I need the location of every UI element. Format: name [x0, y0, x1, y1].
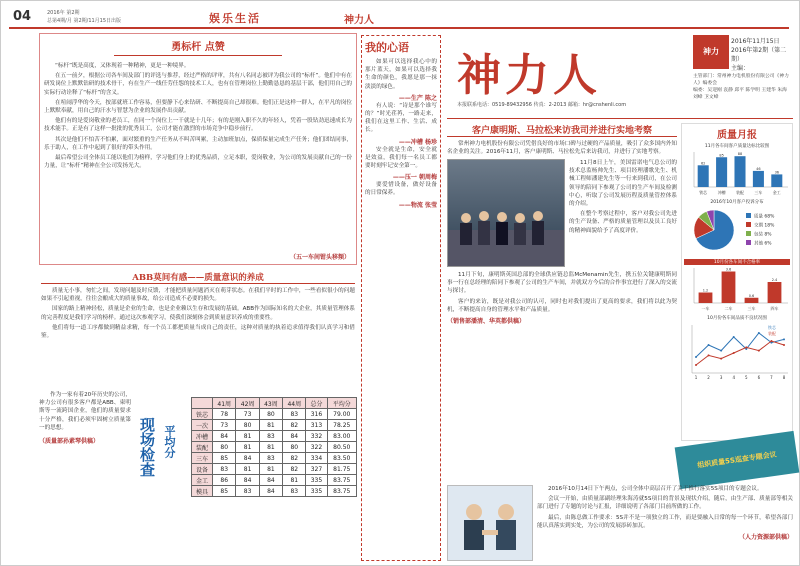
table-cell: 80.50	[327, 442, 357, 453]
chart2-title: 2016年10月客户投诉分布	[710, 200, 764, 205]
tick-label: 2	[707, 375, 710, 380]
table-cell: 83.75	[327, 486, 357, 497]
table-cell: 设备	[192, 464, 213, 475]
table-header: 42周	[236, 398, 259, 409]
table-cell: 84	[236, 475, 259, 486]
paragraph: 最后希望公司全体员工能以他们为榜样，学习他们身上的优秀品质，立足本职，爱岗敬业，为公司的发展贡献自己的一份力量，让“标杆”精神在全公司发扬光大。	[44, 155, 352, 170]
tick-label: 二车	[724, 306, 733, 311]
paragraph: 11月下旬，康明斯英国总部的全球供应链总监McMenamin先生，携五位关键康明斯同事一行在总经理的陪同下参观了公司的生产车间，并就双方今后的合作事宜进行了深入的交流与探讨。	[447, 272, 677, 295]
table-header-row	[192, 398, 357, 409]
chart-bar	[753, 171, 764, 187]
table-row	[192, 475, 357, 486]
table-cell: 322	[306, 442, 327, 453]
cummins-article	[447, 123, 677, 441]
data-label: 1.2	[702, 288, 709, 293]
table-cell: 三车	[192, 453, 213, 464]
issue-meta	[47, 9, 121, 25]
chart-bar-defect	[684, 265, 790, 311]
byline: （五一车间钳头移频）	[289, 254, 350, 261]
chart-bar	[699, 293, 713, 304]
chart-bar	[768, 282, 782, 303]
table-label-main: 现场检查	[138, 417, 156, 477]
table-cell: 73	[213, 420, 236, 431]
chart-bar-compliance	[684, 149, 790, 195]
table-row	[192, 442, 357, 453]
meeting-banner: 组织质量5S巡查专题会议	[675, 431, 800, 489]
chart-point	[758, 332, 760, 334]
chart-point	[758, 350, 760, 352]
table-cell: 313	[306, 420, 327, 431]
logo-text: 神力	[703, 47, 719, 56]
issue-info	[731, 37, 793, 73]
legend-label: 包装 8%	[754, 232, 772, 238]
table-cell: 335	[306, 475, 327, 486]
table-cell: 83.00	[327, 431, 357, 442]
chart-point	[783, 344, 785, 346]
table-header	[192, 398, 213, 409]
quality-report	[681, 123, 793, 441]
table-cell: 80	[283, 442, 306, 453]
chart-point	[708, 344, 710, 346]
tick-label: 3	[719, 375, 723, 380]
paragraph: 如果可以选择我心中的那片蓝天，如果可以选择我生命的颜色，我愿是那一抹淡淡的绿色。	[365, 59, 437, 90]
table-cell: 85	[213, 453, 236, 464]
table-cell: 78.25	[327, 420, 357, 431]
table-cell: 73	[236, 409, 259, 420]
table-cell: 86	[213, 475, 236, 486]
contact-line: 本报联系电话：0519-89432956 传真：2-2013 邮箱：hr@cnshenli.com	[457, 102, 627, 108]
legend-label: 质量 68%	[754, 214, 775, 220]
legend-label: 交期 18%	[754, 223, 775, 229]
publisher-line: 主管部门：常州神力电机股份有限公司《神力人》编委会	[693, 74, 789, 86]
table-header: 41周	[213, 398, 236, 409]
table-cell: 334	[306, 453, 327, 464]
tick-label: 4	[732, 375, 735, 380]
byline: ——冲槽 杨珍	[398, 138, 437, 146]
tick-label: 5	[745, 375, 748, 380]
table-cell: 332	[306, 431, 327, 442]
table-cell: 79.00	[327, 409, 357, 420]
paragraph: “标杆”既是高度，又体现着一种精神，更是一种境界。	[55, 63, 190, 69]
legend-label: 其他 6%	[754, 241, 772, 247]
table-cell: 335	[306, 486, 327, 497]
table-header: 总分	[306, 398, 327, 409]
paragraph: 最后，由陈总做工作要求：5S并不是一项独立的工作，而是要融入日常的每一个环节，希望各部门能认真落实到实处，为公司的发展添砖加瓦。	[537, 514, 793, 529]
logo-badge	[693, 35, 729, 69]
tick-label: 1	[694, 375, 698, 380]
chart-pie-complaints	[684, 205, 790, 255]
paragraph: 在整个考察过程中，客户对我公司先进的生产设备、严格的质量管理以及员工良好的精神面貌给予了高度评价。	[569, 211, 677, 234]
paragraph: 质量无小事，匆忙之间，发现问题及时反馈，才能把质量问题消灭在萌芽状态。在我们平时的工作中，一些看似很小的问题如果不引起重视，往往会酿成大的质量事故，给公司造成不必要的损失。	[41, 288, 355, 303]
cummins-title: 客户康明斯、马拉松来访我司并进行实地考察	[447, 123, 677, 137]
table-cell: 模具	[192, 486, 213, 497]
byline: ——物流 张莹	[398, 201, 437, 209]
table-cell: 83	[283, 486, 306, 497]
chart1-title: 11月各车间客户质量达标比较图	[704, 144, 770, 149]
paragraph: 他们有的是爱岗敬业的老员工，在同一个岗位上一干就是十几年；有的是刚入职不久的年轻人，凭着一股钻劲迅速成长为技术能手。正是有了这样一批批的优秀员工，公司才能在激烈的市场竞争中稳步前行。	[44, 118, 352, 133]
table-cell: 一次	[192, 420, 213, 431]
paragraph: 要爱惜设备，做好设备的日常保养。	[365, 182, 437, 197]
legend-label: 铁芯	[768, 325, 776, 330]
table-cell: 81	[283, 475, 306, 486]
feature-title: 勇标杆 点赞	[171, 42, 225, 53]
legend-swatch	[746, 240, 751, 245]
chart3-title: 10月份各车间不合格率	[684, 259, 790, 265]
masthead-title: 神力人	[457, 50, 601, 101]
middle-column	[361, 35, 441, 561]
score-table	[191, 397, 357, 497]
data-label: 3.6	[725, 267, 732, 272]
meeting-photo	[447, 485, 533, 561]
data-label: 85	[719, 153, 724, 158]
legend-label: 装配	[768, 331, 776, 336]
table-cell: 85	[213, 486, 236, 497]
table-cell: 83.75	[327, 475, 357, 486]
table-cell: 84	[283, 431, 306, 442]
issue-meta-line2: 总第4期/月 第2期/11月15日出版	[47, 18, 122, 24]
table-cell: 金工	[192, 475, 213, 486]
table-cell: 80	[213, 442, 236, 453]
table-cell: 83	[259, 453, 282, 464]
table-cell: 80	[259, 409, 282, 420]
abb-article	[39, 269, 357, 389]
table-cell: 83	[283, 409, 306, 420]
data-label: 2.4	[771, 278, 778, 282]
table-row	[192, 409, 357, 420]
tick-label: 7	[770, 375, 773, 380]
chart-point	[733, 352, 735, 354]
chart-bar	[716, 157, 727, 187]
issue-number: 2016年第2期（第二期）	[731, 47, 787, 63]
chart-point	[720, 350, 722, 352]
tick-label: 冲槽	[717, 190, 726, 195]
table-cell: 83.50	[327, 453, 357, 464]
table-label-block	[134, 397, 190, 537]
issue-date: 2016年11月15日	[731, 38, 780, 45]
table-cell: 82	[283, 453, 306, 464]
people-photo-icon	[448, 160, 564, 266]
page-header	[9, 7, 789, 29]
paragraph: 客户的来访，既是对我公司的认可，同时也对我们提出了更高的要求，我们将以此为契机，不断提高自身的管理水平和产品质量。	[447, 298, 677, 313]
chart-bar	[745, 298, 759, 303]
table-cell: 81	[259, 464, 282, 475]
handshake-photo-icon	[448, 486, 532, 560]
chart-bar	[734, 156, 745, 187]
byline: （质量部孙素琴供稿）	[39, 438, 100, 446]
chart-point	[708, 354, 710, 356]
table-header: 43周	[259, 398, 282, 409]
table-cell: 81	[236, 442, 259, 453]
paragraph: 在五一前夕，根据公司各车间及部门的评选与推荐，经过严格的评审，共有八名同志被评为我公司的“标杆”。他们中有在研发岗位上默默钻研的技术骨干，有在生产一线任劳任怨的技术工人，也有在管理岗位上勤勤恳恳的基层干部，他们用自己的实际行动诠释了“标杆”的含义。	[44, 73, 352, 96]
chart-bar	[722, 272, 736, 304]
paragraph: 常州神力电机股份有限公司凭借良好的市场口碑与过硬的产品质量，吸引了众多国内外知名企业的关注。2016年11月，客户康明斯、马拉松先后来访我司，并进行了实地考察。	[447, 141, 677, 156]
issue-meta-line1: 2016年 第2期	[47, 10, 80, 16]
chart-point	[745, 346, 747, 348]
tick-label: 铁芯	[699, 190, 708, 195]
paragraph: 在喧闹浮华的今天，按部就班工作容易，但要静下心来钻研、不断提高自己却很难。他们正是这样一群人，在平凡的岗位上默默奉献，用自己的汗水与智慧为企业的发展作出贡献。	[44, 99, 352, 115]
table-cell: 83	[259, 431, 282, 442]
table-row	[192, 486, 357, 497]
table-header: 平均分	[327, 398, 357, 409]
meeting-article	[537, 485, 793, 563]
paragraph: 作为一家有着20年历史的公司，神力公司有很多客户都是ABB、柬明斯等一流跨国企业，他们的质量要求十分严格，我们必须牢固树立质量第一的思想。	[39, 392, 131, 431]
table-row	[192, 464, 357, 475]
tick-label: 一车	[701, 306, 710, 311]
legend-swatch	[746, 222, 751, 227]
table-row	[192, 431, 357, 442]
table-cell: 冲槽	[192, 431, 213, 442]
chart-bar	[698, 165, 709, 187]
paragraph: 其次是他们不怕苦不怕累，面对繁重的生产任务从不叫苦叫累，主动加班加点，保质保量完成生产任务；他们团结同事，乐于助人，在工作中起到了很好的带头作用。	[44, 136, 352, 151]
cummins-lower	[447, 271, 677, 325]
table-header: 44周	[283, 398, 306, 409]
table-cell: 82	[283, 464, 306, 475]
tick-label: 三车	[747, 306, 756, 311]
paragraph: 会议一开始，由质量部副经理朱海涛就5S项目的背景及现状介绍，随后，由生产部、质量部等相关部门进行了专题的讨论与汇报，详细说明了各部门目前所做的工作。	[537, 496, 793, 511]
quality-title: 质量月报	[717, 130, 757, 141]
data-label: 46	[756, 166, 761, 171]
paragraph: 国家的路上精神轻松，质量是企业的生命，也是企业赖以生存和发展的基础。ABB作为国际知名的大企业，其质量管理体系的完善程度是我们学习的榜样。通过这次参观学习，使我们深刻体会到质量意识养成的重要性。	[41, 306, 355, 321]
abb-title: ABB莫间有感——质量意识的养成	[41, 271, 355, 284]
table-cell: 84	[259, 486, 282, 497]
table-cell: 81.75	[327, 464, 357, 475]
paragraph: 安全就是生命，安全就是效益，我们每一名员工都要时刻牢记安全第一。	[365, 146, 437, 170]
paragraph: 他们将每一道工序都做到精益求精，每一个员工都把质量当成自己的责任，这种对质量的执着追求值得我们认真学习和借鉴。	[41, 324, 355, 340]
tick-label: 6	[757, 375, 761, 380]
byline: ——压一 朝周梅	[392, 174, 437, 182]
chart-point	[783, 338, 785, 340]
table-cell: 81	[259, 420, 282, 431]
tick-label: 金工	[772, 190, 781, 195]
paragraph: 2016年10月14日下午两点，公司全体中高层召开了关于推行落实5S项目的专题会议。	[548, 486, 763, 492]
byline: （销售部潘清、华英都供稿）	[447, 318, 526, 326]
page-number: 04	[13, 9, 32, 24]
tick-label: 装配	[736, 190, 744, 195]
table-cell: 铁芯	[192, 409, 213, 420]
chart-point	[720, 358, 722, 360]
paragraph: 11月8日上午，美国雷诺电气总公司的技术总监杨帅先生、项目经理潘歌先生、机械工程师潘建先生等一行来到我司，在公司领导的陪同下参观了公司的生产车间及检测中心，听取了公司发展历程及质量管控体系的介绍。	[569, 160, 677, 208]
legend-swatch	[746, 213, 751, 218]
cummins-text-block	[569, 159, 677, 267]
table-cell: 327	[306, 464, 327, 475]
table-cell: 83	[236, 486, 259, 497]
table-cell: 316	[306, 409, 327, 420]
table-cell: 装配	[192, 442, 213, 453]
legend-swatch	[746, 231, 751, 236]
chart4-title: 10月份各车间品质不良状况图	[707, 316, 767, 321]
middle-title: 我的心语	[365, 41, 409, 54]
data-label: 0.6	[748, 293, 755, 298]
chart-bar	[771, 174, 782, 187]
table-cell: 82	[283, 420, 306, 431]
table-cell: 81	[236, 431, 259, 442]
tick-label: 四车	[770, 306, 779, 311]
table-cell: 84	[213, 431, 236, 442]
visit-photo	[447, 159, 565, 267]
table-cell: 81	[236, 464, 259, 475]
paragraph: 有人说：“诗是那个谁写的？”时光荏苒，一路走来，我们在这里工作、生活、成长。	[365, 102, 437, 134]
section-title: 娱乐生活	[209, 12, 261, 25]
table-row	[192, 453, 357, 464]
table-cell: 84	[259, 475, 282, 486]
issue-editor: 主编：	[731, 65, 750, 72]
byline: （人力资源部供稿）	[738, 534, 793, 542]
tick-label: 三车	[754, 190, 763, 195]
chart-point	[695, 356, 697, 358]
chart-point	[733, 336, 735, 338]
staff-info	[693, 73, 791, 101]
table-cell: 83	[213, 464, 236, 475]
table-cell: 78	[213, 409, 236, 420]
chart-line-defects	[684, 321, 790, 381]
paper-short-title: 神力人	[344, 15, 374, 26]
tick-label: 8	[782, 375, 786, 380]
masthead	[447, 33, 793, 119]
abb-continued	[39, 391, 131, 561]
staff-line: 编委：吴迎刚 袁静 邱平 陈学明 王建华 朱海 刘峰 卫文峰	[693, 88, 787, 100]
score-table-wrap	[191, 397, 357, 537]
left-feature	[39, 33, 357, 265]
data-label: 36	[774, 170, 780, 175]
table-label-sub: 平均分	[163, 425, 176, 458]
chart-point	[695, 364, 697, 366]
table-cell: 81	[259, 442, 282, 453]
data-label: 88	[737, 152, 743, 157]
data-label: 62	[700, 161, 706, 166]
chart-point	[770, 340, 772, 342]
table-cell: 80	[236, 420, 259, 431]
byline: ——生产 陈之	[398, 94, 437, 102]
table-cell: 84	[236, 453, 259, 464]
table-row	[192, 420, 357, 431]
